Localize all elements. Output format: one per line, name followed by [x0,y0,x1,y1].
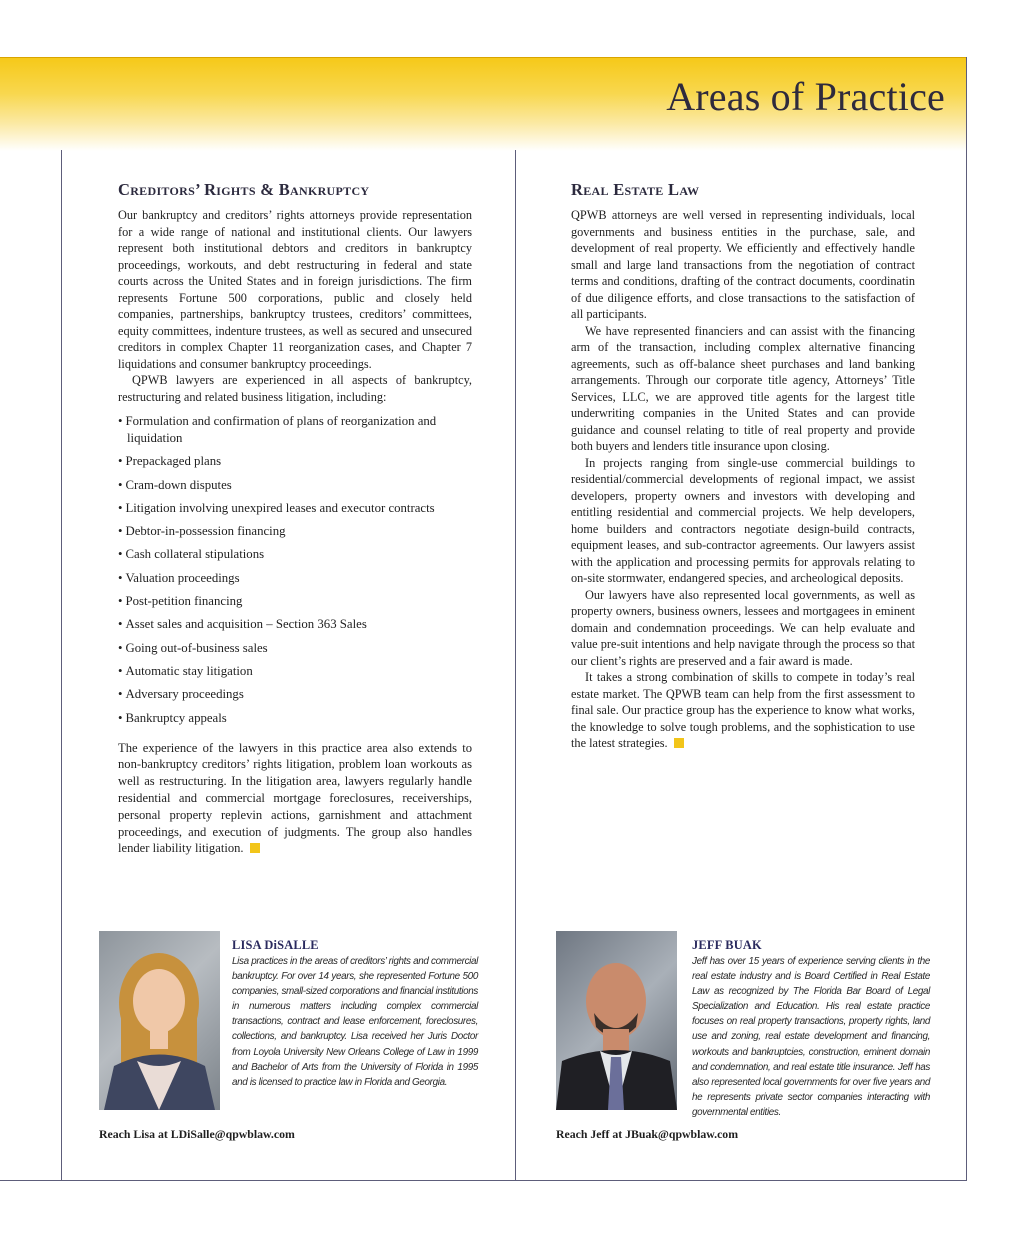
list-item: • Prepackaged plans [118,453,472,470]
real-estate-paragraph: Our lawyers have also represented local governments, as well as property owners, business owners, lessees and mortgagees in eminent domain and condemnation proceedings. We can help evaluate and value pre-suit intentions and help navigate through the process so that our client’s rights are preserved and a fair award is made. [571,587,915,668]
real-estate-paragraph: We have represented financiers and can assist with the financing arm of the transaction, including complex alternative financing agreements, such as off-balance sheet purchases and land banking arrangements. Through our corporate title agency, Attorneys’ Title Services, LLC, we are approved title agents for the largest title underwriting companies in the United States and can provide guidance and counsel relating to title of real property and provide both buyers and lenders title insurance upon closing. [571,323,915,453]
real-estate-paragraph-final [571,669,915,752]
list-item: • Cash collateral stipulations [118,546,472,563]
column-divider [515,150,516,1180]
end-mark-icon [674,738,684,748]
end-mark-icon [250,843,260,853]
creditors-lead-in: QPWB lawyers are experienced in all aspects of bankruptcy, restructuring and related business litigation, including: [118,373,472,404]
lisa-contact: Reach Lisa at LDiSalle@qpwblaw.com [99,1127,295,1141]
jeff-name: JEFF BUAK [692,938,762,952]
list-item: • Litigation involving unexpired leases and executor contracts [118,500,472,517]
creditors-intro: Our bankruptcy and creditors’ rights attorneys provide representation for a wide range of national and institutional clients. Our lawyers represent both institutional debtors and creditors in bankruptcy proceedings, workouts, and debt restructuring in federal and state courts across the United States and in foreign jurisdictions. The firm represents Fortune 500 corporations, public and closely held companies, partnerships, bankruptcy trustees, creditors’ committees, equity committees, indenture trustees, as well as secured and unsecured creditors in complex Chapter 11 reorganization cases, and Chapter 7 liquidations and consumer bankruptcy proceedings. [118,208,472,371]
list-item: • Asset sales and acquisition – Section 363 Sales [118,616,472,633]
creditors-rights-section [118,180,472,857]
section-title-creditors: Creditors’ Rights & Bankruptcy [118,180,370,199]
list-item: • Formulation and confirmation of plans of reorganization and liquidation [118,413,472,447]
list-item: • Valuation proceedings [118,570,472,587]
real-estate-paragraph: QPWB attorneys are well versed in representing individuals, local governments and business entities in the purchase, sale, and development of real property. We efficiently and effectively handle small and large land transactions from the negotiation of contract terms and conditions, drafting of the contract documents, coordinatin of due diligence efforts, and close transactions to the satisfaction of all participants. [571,208,915,321]
list-item: • Cram-down disputes [118,477,472,494]
lisa-bio: Lisa practices in the areas of creditors’ rights and commercial bankruptcy. For over 14 years, she represented Fortune 500 companies, small-sized corporations and financial institutions in numerous matters including complex commercial transactions, contract and lease enforcement, foreclosures, collections, and bankruptcy. Lisa received her Juris Doctor from Loyola University New Orleans College of Law in 1999 and Bachelor of Arts from the University of Florida in 1995 and is licensed to practice law in Florida and Georgia. [232,956,478,1088]
person-silhouette-icon [99,931,220,1110]
jeff-bio: Jeff has over 15 years of experience serving clients in the real estate industry and is Board Certified in Real Estate Law as recognized by The Florida Bar Board of Legal Specialization and Education. His real estate practice focuses on real property transactions, property rights, land use and zoning, real estate development and financing, workouts and bankruptcies, construction, eminent domain and condemnation, and real estate title insurance. Jeff has also represented local governments for over five years and he represents private sector companies interacting with governmental entities. [692,956,930,1118]
real-estate-closing-text: It takes a strong combination of skills to compete in today’s real estate market. The QPWB team can help from the first assessment to final sale. Our practice group has the experience to know what works, the knowledge to solve tough problems, and the sophistication to use the latest strategies. [571,670,915,750]
list-item: • Going out-of-business sales [118,640,472,657]
list-item: • Automatic stay litigation [118,663,472,680]
lisa-name: LISA DiSALLE [232,938,319,952]
real-estate-paragraph: In projects ranging from single-use commercial buildings to residential/commercial developments of regional impact, we assist developers, property owners and investors with developing and entitling residential and commercial projects. We help developers, home builders and contractors negotiate design-build contracts, equipment leases, and sub-contractor agreements. Our lawyers assist with the application and processing permits for approvals relating to on-site stormwater, endangered species, and archeological deposits. [571,455,915,585]
list-item: • Post-petition financing [118,593,472,610]
right-border [966,57,967,1180]
lisa-portrait-photo [99,931,220,1110]
list-item: • Adversary proceedings [118,686,472,703]
list-item: • Debtor-in-possession financing [118,523,472,540]
real-estate-section [571,180,915,752]
person-silhouette-icon [556,931,677,1110]
list-item: • Bankruptcy appeals [118,710,472,727]
creditors-closing-text: The experience of the lawyers in this practice area also extends to non-bankruptcy creditors’ rights litigation, problem loan workouts as well as restructuring. In the litigation area, lawyers regularly handle residential and commercial mortgage foreclosures, receiverships, personal property replevin actions, garnishment and attachment proceedings, and execution of judgments. The group also handles lender liability litigation. [118,740,472,856]
jeff-contact: Reach Jeff at JBuak@qpwblaw.com [556,1127,739,1141]
jeff-portrait-photo [556,931,677,1110]
creditors-services-list [118,413,472,727]
bottom-border [0,1180,967,1181]
creditors-closing [118,740,472,858]
left-border [61,150,62,1180]
page-title: Areas of Practice [666,74,945,119]
header-banner [0,57,967,151]
section-title-real-estate: Real Estate Law [571,180,700,199]
